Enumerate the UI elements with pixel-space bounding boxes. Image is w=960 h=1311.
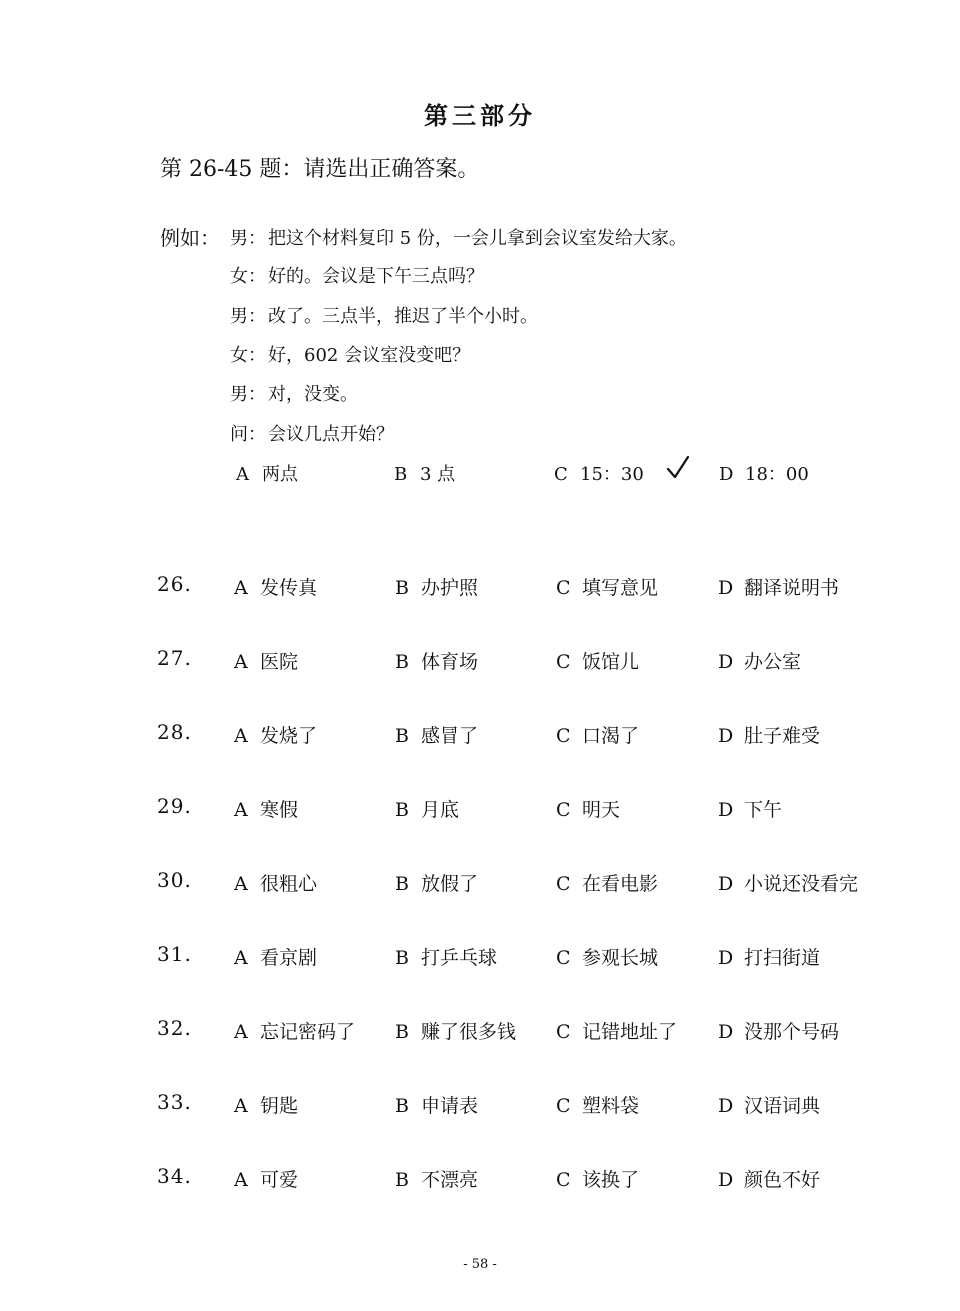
option-d	[718, 1165, 820, 1192]
question-number: 27.	[157, 646, 192, 670]
option-text: 下午	[744, 799, 783, 821]
option-letter: B	[395, 725, 409, 747]
option-letter: A	[234, 1095, 248, 1117]
dialogue-line	[230, 224, 687, 250]
option-text: 可爱	[260, 1169, 299, 1191]
dialogue-line	[230, 262, 484, 288]
option-b	[395, 1017, 516, 1044]
option-a	[234, 1017, 355, 1044]
option-c	[556, 1017, 677, 1044]
option-text: 明天	[582, 799, 621, 821]
example-option-c: C 15：30	[554, 464, 644, 485]
question-number: 31.	[157, 942, 192, 966]
option-d	[718, 943, 820, 970]
option-text: 填写意见	[582, 577, 659, 599]
option-d	[718, 573, 839, 600]
question-number: 28.	[157, 720, 192, 744]
option-a	[234, 943, 317, 970]
option-b	[395, 647, 478, 674]
option-text: 记错地址了	[582, 1021, 678, 1043]
option-letter: B	[395, 947, 409, 969]
option-d	[718, 869, 858, 896]
dialogue-text: 改了。三点半，推迟了半个小时。	[268, 306, 538, 327]
option-text: 放假了	[421, 873, 479, 895]
option-letter: B	[395, 873, 409, 895]
dialogue-line	[230, 380, 358, 406]
option-letter: A	[234, 577, 248, 599]
option-text: 办护照	[421, 577, 479, 599]
speaker-label: 女：	[230, 266, 266, 287]
dialogue-text: 好，602 会议室没变吧？	[268, 345, 471, 366]
example-option-d: D 18：00	[719, 464, 809, 485]
option-b	[395, 869, 478, 896]
option-text: 发传真	[260, 577, 318, 599]
option-letter: C	[556, 947, 571, 969]
speaker-label: 男：	[230, 384, 266, 405]
option-letter: C	[556, 577, 571, 599]
dialogue-text: 把这个材料复印 5 份，一会儿拿到会议室发给大家。	[268, 228, 687, 249]
option-letter: A	[234, 873, 248, 895]
option-a	[234, 573, 317, 600]
question-line	[230, 420, 394, 446]
question-number: 34.	[157, 1164, 192, 1188]
option-b	[395, 943, 497, 970]
option-letter: B	[395, 1095, 409, 1117]
example-option-a: A 两点	[236, 464, 298, 485]
option-letter: D	[718, 1095, 734, 1117]
option-c	[556, 573, 658, 600]
option-b	[395, 573, 478, 600]
option-text: 钥匙	[260, 1095, 299, 1117]
option-d	[718, 1091, 820, 1118]
option-text: 打扫街道	[744, 947, 821, 969]
page-number: - 58 -	[463, 1257, 497, 1272]
section-title: 第三部分	[424, 101, 536, 130]
option-text: 感冒了	[421, 725, 479, 747]
option-text: 寒假	[260, 799, 299, 821]
option-a	[234, 869, 317, 896]
question-number: 29.	[157, 794, 192, 818]
dialogue-text: 好的。会议是下午三点吗？	[268, 266, 484, 287]
option-a	[234, 1165, 298, 1192]
speaker-label: 问：	[230, 424, 266, 445]
option-text: 饭馆儿	[582, 651, 640, 673]
option-text: 忘记密码了	[260, 1021, 356, 1043]
option-letter: C	[556, 651, 571, 673]
question-number: 32.	[157, 1016, 192, 1040]
option-letter: A	[234, 799, 248, 821]
option-text: 塑料袋	[582, 1095, 640, 1117]
option-text: 申请表	[421, 1095, 479, 1117]
option-letter: C	[556, 873, 571, 895]
dialogue-text: 会议几点开始？	[268, 424, 394, 445]
option-text: 在看电影	[582, 873, 659, 895]
option-text: 该换了	[582, 1169, 640, 1191]
option-a	[234, 721, 317, 748]
dialogue-line	[230, 302, 538, 328]
option-c	[556, 795, 620, 822]
option-letter: D	[718, 1169, 734, 1191]
option-letter: D	[718, 577, 734, 599]
option-letter: D	[718, 725, 734, 747]
option-d	[718, 795, 782, 822]
option-c	[556, 647, 639, 674]
option-text: 体育场	[421, 651, 479, 673]
section-instruction: 第 26-45 题：请选出正确答案。	[160, 157, 480, 182]
option-text: 医院	[260, 651, 299, 673]
option-text: 翻译说明书	[744, 577, 840, 599]
example-label: 例如：	[160, 226, 220, 250]
option-text: 看京剧	[260, 947, 318, 969]
option-letter: D	[718, 947, 734, 969]
option-d	[718, 1017, 839, 1044]
option-text: 口渴了	[582, 725, 640, 747]
option-letter: A	[234, 1169, 248, 1191]
option-text: 颜色不好	[744, 1169, 821, 1191]
option-text: 月底	[421, 799, 460, 821]
option-letter: D	[718, 1021, 734, 1043]
option-a	[234, 795, 298, 822]
option-letter: C	[556, 1169, 571, 1191]
option-letter: C	[556, 725, 571, 747]
question-number: 33.	[157, 1090, 192, 1114]
option-text: 打乒乓球	[421, 947, 498, 969]
option-text: 小说还没看完	[744, 873, 859, 895]
option-letter: B	[395, 577, 409, 599]
option-letter: A	[234, 1021, 248, 1043]
option-text: 没那个号码	[744, 1021, 840, 1043]
option-letter: C	[556, 799, 571, 821]
option-c	[556, 1091, 639, 1118]
option-text: 参观长城	[582, 947, 659, 969]
option-letter: A	[234, 725, 248, 747]
speaker-label: 男：	[230, 228, 266, 249]
checkmark-icon	[666, 454, 690, 480]
option-letter: B	[395, 1021, 409, 1043]
option-b	[395, 795, 459, 822]
option-letter: A	[234, 947, 248, 969]
option-c	[556, 869, 658, 896]
speaker-label: 男：	[230, 306, 266, 327]
example-option-b: B 3 点	[394, 464, 456, 485]
question-number: 26.	[157, 572, 192, 596]
option-letter: A	[234, 651, 248, 673]
option-text: 很粗心	[260, 873, 318, 895]
option-text: 汉语词典	[744, 1095, 821, 1117]
option-text: 肚子难受	[744, 725, 821, 747]
option-letter: B	[395, 799, 409, 821]
option-letter: B	[395, 1169, 409, 1191]
option-text: 赚了很多钱	[421, 1021, 517, 1043]
option-text: 办公室	[744, 651, 802, 673]
option-a	[234, 647, 298, 674]
option-letter: C	[556, 1021, 571, 1043]
option-letter: C	[556, 1095, 571, 1117]
option-b	[395, 1091, 478, 1118]
dialogue-line	[230, 341, 470, 367]
question-number: 30.	[157, 868, 192, 892]
dialogue-text: 对，没变。	[268, 384, 358, 405]
option-a	[234, 1091, 298, 1118]
option-text: 发烧了	[260, 725, 318, 747]
option-letter: D	[718, 799, 734, 821]
option-c	[556, 721, 639, 748]
option-d	[718, 721, 820, 748]
option-c	[556, 1165, 639, 1192]
speaker-label: 女：	[230, 345, 266, 366]
option-c	[556, 943, 658, 970]
option-d	[718, 647, 801, 674]
option-letter: B	[395, 651, 409, 673]
option-letter: D	[718, 651, 734, 673]
option-text: 不漂亮	[421, 1169, 479, 1191]
option-letter: D	[718, 873, 734, 895]
option-b	[395, 1165, 478, 1192]
option-b	[395, 721, 478, 748]
